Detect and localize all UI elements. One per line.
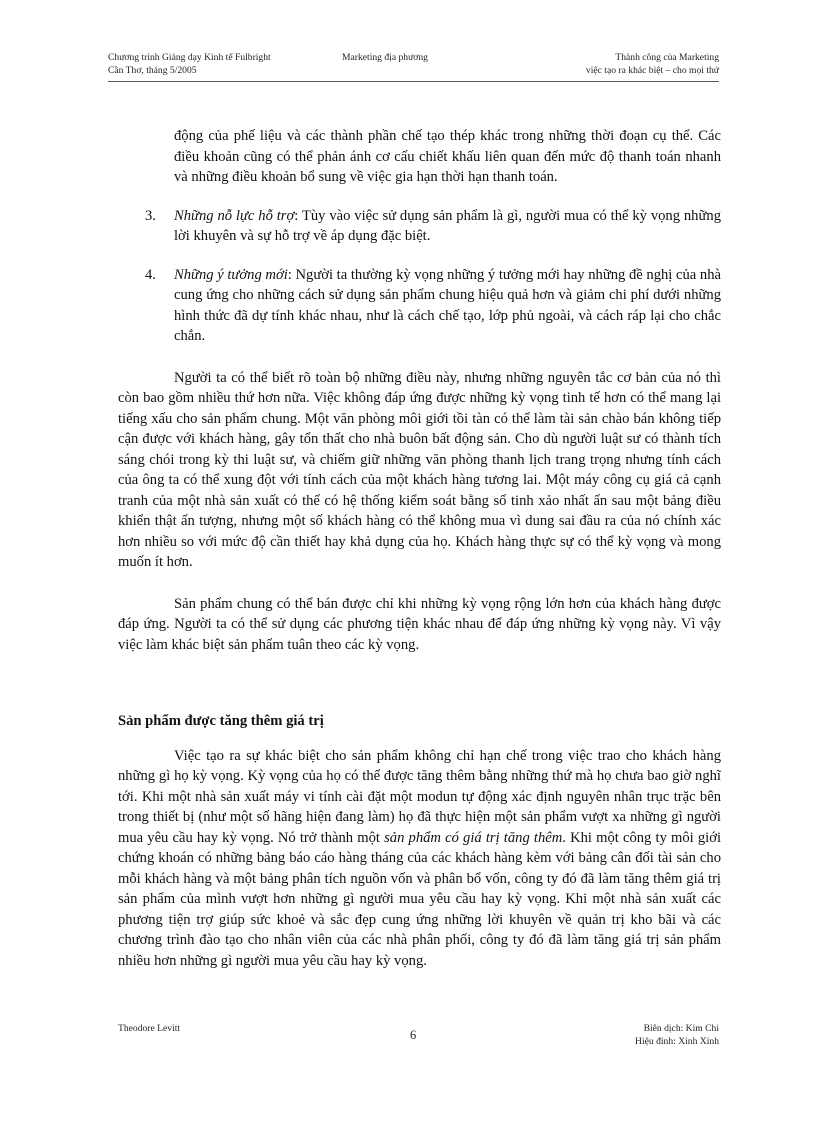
body-paragraph-augmented-product (118, 746, 721, 972)
emphasized-term: sản phẩm có giá trị tăng thêm (384, 829, 563, 846)
header-title-line2: việc tạo ra khác biệt – cho mọi thứ (585, 64, 719, 76)
footer-credits (635, 1023, 719, 1048)
paragraph-text: . Khi một công ty môi giới chứng khoán có những bảng báo cáo hàng tháng của các khách hàng kèm với bảng cân đối tài sản cho mỗi khách hàng và một bảng phân tích nguồn vốn và phân bổ vốn, công ty đó đã làm tăng thêm giá trị sản phẩm của mình vượt hơn những gì người mua yêu cầu hay kỳ vọng. Khi một nhà sản xuất các phương tiện trợ giúp sức khoẻ và sắc đẹp cung ứng những lời khuyên về quản trị kho bãi và các chương trình đào tạo cho nhân viên của các nhà phân phối, công ty đó đã làm tăng giá trị sản phẩm nhiều hơn những gì người mua yêu cầu hay kỳ vọng. (118, 829, 722, 969)
continuation-paragraph: động của phế liệu và các thành phần chế tạo thép khác trong những thời đoạn cụ thể. Các điều khoản cũng có thể phản ánh cơ cấu chiết khấu liên quan đến mức độ thanh toán nhanh và những điều khoản bổ sung về việc gia hạn thời hạn thanh toán. (174, 128, 721, 185)
footer-translator: Biên dịch: Kim Chi (643, 1023, 719, 1034)
list-item-term: Những nỗ lực hỗ trợ (174, 207, 295, 224)
list-item-text (174, 206, 721, 247)
page-number: 6 (410, 1028, 417, 1042)
section-heading: Sản phẩm được tăng thêm giá trị (118, 713, 324, 729)
list-item-term: Những ý tưởng mới (174, 266, 288, 283)
header-left (108, 52, 271, 77)
header-location-date: Cần Thơ, tháng 5/2005 (108, 64, 197, 76)
list-item (118, 206, 721, 247)
list-item-number: 3. (145, 207, 156, 224)
list-item (118, 265, 721, 347)
list-item-text (174, 265, 721, 347)
page-body (118, 126, 721, 971)
header-title-line1: Thành công của Marketing (615, 52, 719, 63)
header-program: Chương trình Giảng dạy Kinh tế Fulbright (108, 52, 271, 63)
paragraph-text: Việc tạo ra sự khác biệt cho sản phẩm không chỉ hạn chế trong việc trao cho khách hàng những gì họ kỳ vọng. Kỳ vọng của họ có thể được tăng thêm bằng những thứ mà họ chưa bao giờ nghĩ tới. Khi một nhà sản xuất máy vi tính cài đặt một modun tự động xác định nguyên nhân trục trặc bên trong thiết bị (như một số hãng hiện đang làm) họ đã thực hiện một sản phẩm vượt xa những gì người mua yêu cầu hay kỳ vọng. Nó trở thành một (118, 747, 721, 846)
body-paragraph-expectations: Người ta có thể biết rõ toàn bộ những điều này, nhưng những nguyên tắc cơ bản của nó thì còn bao gồm nhiều thứ hơn nữa. Việc không đáp ứng được những kỳ vọng tinh tế hơn có thể mang lại tiếng xấu cho sản phẩm chung. Một văn phòng môi giới tồi tàn có thể làm tài sản chào bán không tiếp cận được với khách hàng, gây tổn thất cho nhà buôn bất động sản. Cho dù người luật sư có thành tích sáng chói trong kỳ thi luật sư, và chiếm giữ những văn phòng thanh lịch trang trọng nhưng tính cách của ông ta có thể xung đột với tính cách của một khách hàng tương lai. Một máy công cụ giá cả cạnh tranh của một nhà sản xuất có thể có hệ thống kiểm soát bằng số tinh xảo nhất ẩn sau một bảng điều khiển thật ấn tượng, nhưng một số khách hàng có thể không mua vì dung sai đầu ra của nó chính xác hơn nhiều so với mức độ cần thiết hay khả dụng của họ. Khách hàng thực sự có thể kỳ vọng và mong muốn ít hơn. (118, 369, 721, 570)
list-item-body: : Người ta thường kỳ vọng những ý tưởng mới hay những đề nghị của nhà cung ứng cho những cách sử dụng sản phẩm chung hiệu quả hơn và giảm chi phí dưới những hình thức đã dự tính khác nhau, như là cách chế tạo, lớp phủ ngoài, và cách ráp lại cho chắc chắn. (174, 266, 721, 344)
header-right (586, 52, 719, 77)
list-item-number: 4. (145, 266, 156, 283)
header-center: Marketing địa phương (342, 52, 428, 63)
header-divider (108, 81, 719, 82)
body-paragraph-generic-product: Sản phẩm chung có thể bán được chỉ khi những kỳ vọng rộng lớn hơn của khách hàng được đáp ứng. Người ta có thể sử dụng các phương tiện khác nhau để đáp ứng những kỳ vọng này. Vì vậy việc làm khác biệt sản phẩm tuân theo các kỳ vọng. (118, 595, 721, 653)
footer-author: Theodore Levitt (118, 1023, 181, 1034)
list-item-body: : Tùy vào việc sử dụng sản phẩm là gì, người mua có thể kỳ vọng những lời khuyên và sự hỗ trợ về áp dụng đặc biệt. (174, 207, 721, 244)
footer-editor: Hiệu đính: Xinh Xinh (635, 1035, 719, 1047)
